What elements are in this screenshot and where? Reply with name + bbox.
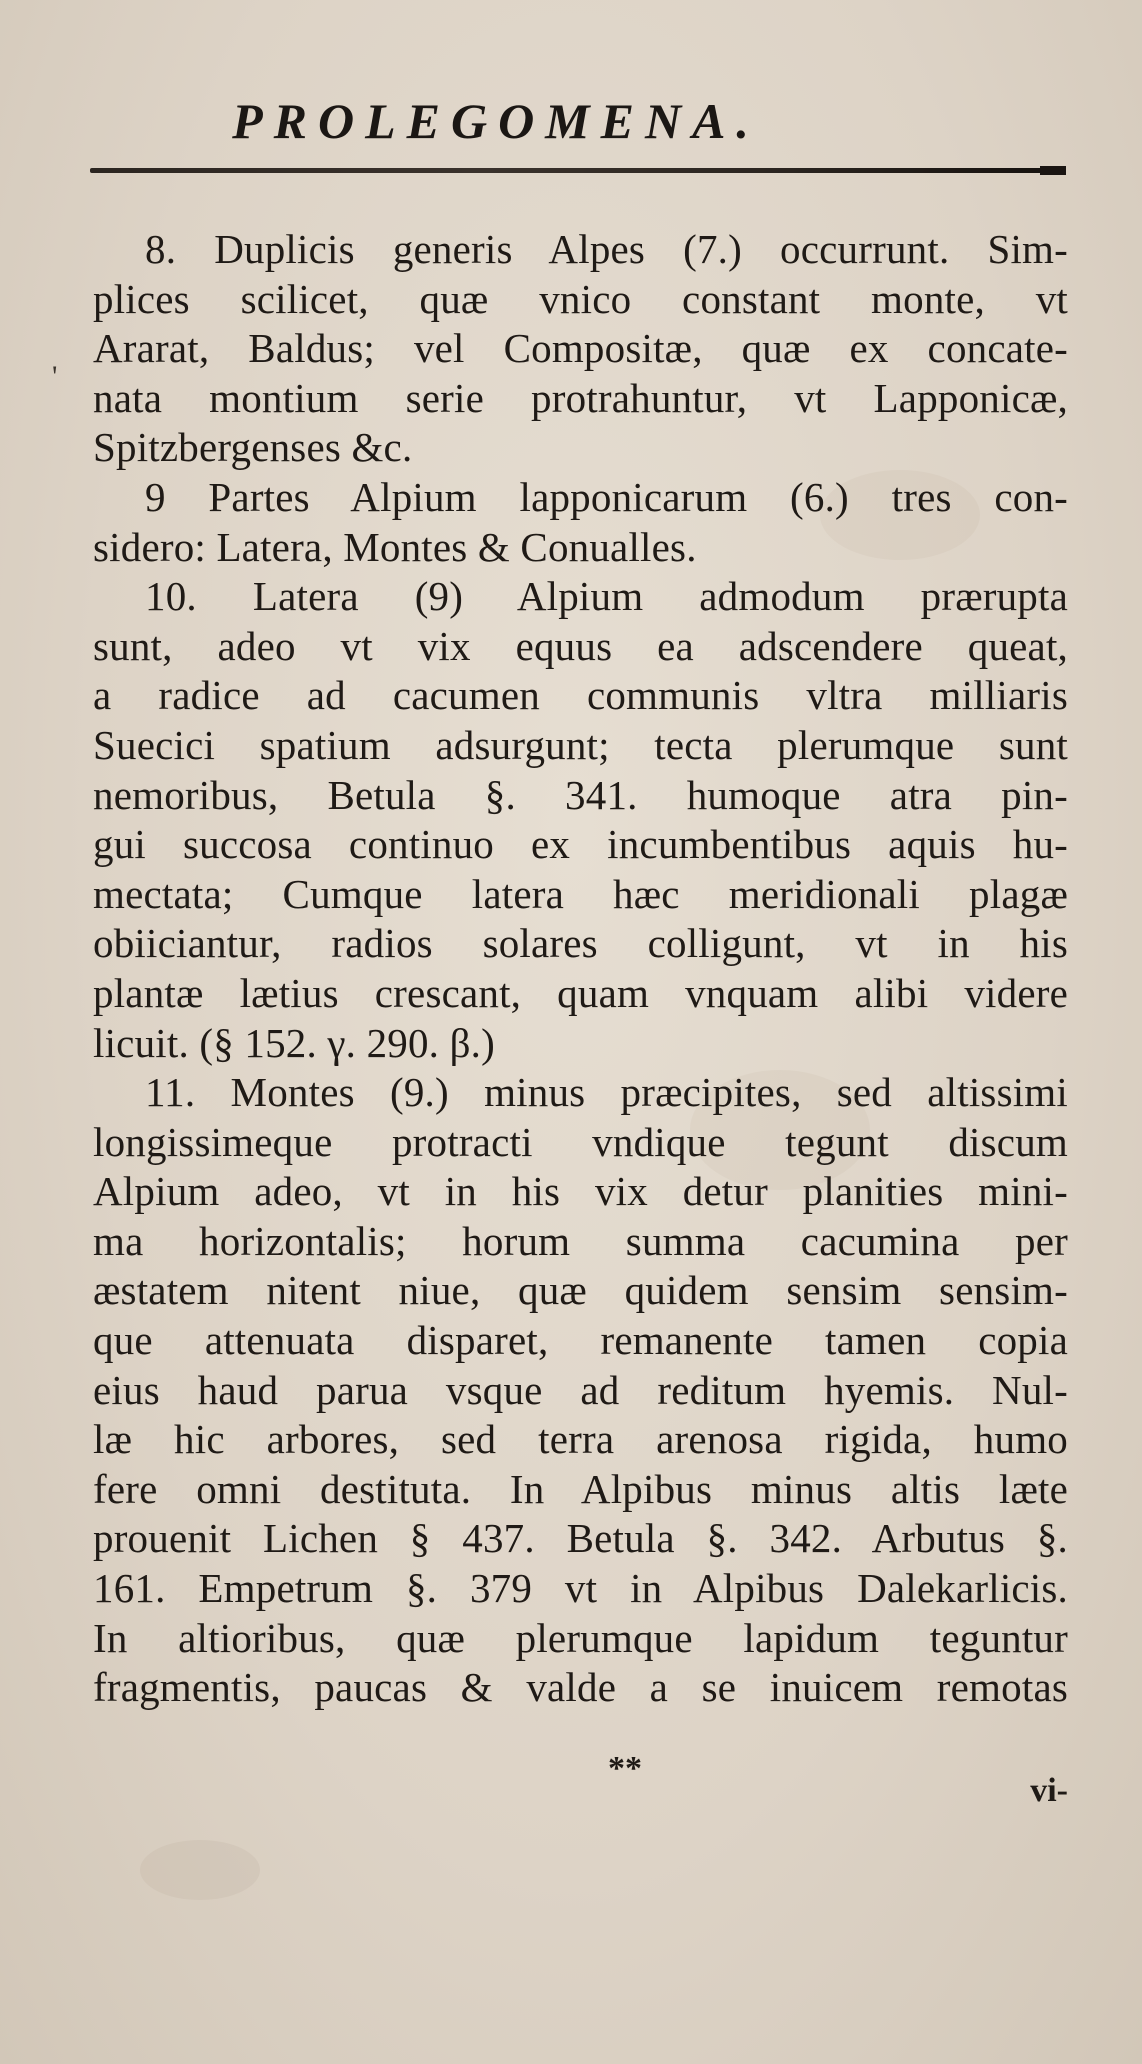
text-line: mectata; Cumque latera hæc meridionali plagæ [93, 870, 1068, 917]
text-line: a radice ad cacumen communis vltra milliaris [93, 672, 1068, 719]
text-line: Ararat, Baldus; vel Compositæ, quæ ex concate- [93, 325, 1068, 372]
text-line: longissimeque protracti vndique tegunt discum [93, 1118, 1068, 1165]
text-line: fere omni destituta. In Alpibus minus altis læte [93, 1465, 1068, 1512]
text-line: nemoribus, Betula §. 341. humoque atra pin- [93, 771, 1068, 818]
text-line: Alpium adeo, vt in his vix detur planities mini- [93, 1168, 1068, 1215]
catchword: vi- [1030, 1772, 1068, 1809]
text-line: 11. Montes (9.) minus præcipites, sed altissimi [145, 1069, 1068, 1116]
text-line: 161. Empetrum §. 379 vt in Alpibus Dalekarlicis. [93, 1565, 1068, 1612]
text-line: plices scilicet, quæ vnico constant monte, vt [93, 275, 1068, 322]
margin-mark: ' [52, 360, 58, 393]
paper-stain [140, 1840, 260, 1900]
text-line: gui succosa continuo ex incumbentibus aquis hu- [93, 821, 1068, 868]
header-rule [90, 168, 1065, 173]
text-line: læ hic arbores, sed terra arenosa rigida, humo [93, 1416, 1068, 1463]
text-line: ma horizontalis; horum summa cacumina per [93, 1217, 1068, 1264]
text-line: eius haud parua vsque ad reditum hyemis. Nul- [93, 1366, 1068, 1413]
page-header [0, 92, 1142, 150]
header-rule-end [1040, 166, 1066, 175]
body-text [93, 225, 1068, 1713]
page-footer [93, 1750, 1068, 1809]
text-line: plantæ lætius crescant, quam vnquam alibi videre [93, 969, 1068, 1016]
running-head: PROLEGOMENA. [232, 93, 760, 149]
text-line: sunt, adeo vt vix equus ea adscendere queat, [93, 622, 1068, 669]
text-line: nata montium serie protrahuntur, vt Lapponicæ, [93, 374, 1068, 421]
text-line: Spitzbergenses &c. [93, 424, 413, 471]
text-line: 9 Partes Alpium lapponicarum (6.) tres con- [145, 473, 1068, 520]
text-line: Suecici spatium adsurgunt; tecta plerumque sunt [93, 721, 1068, 768]
text-line: 8. Duplicis generis Alpes (7.) occurrunt. Sim- [145, 226, 1068, 272]
text-line: obiiciantur, radios solares colligunt, vt in his [93, 920, 1068, 967]
signature-mark: ** [608, 1750, 642, 1787]
text-line: In altioribus, quæ plerumque lapidum teguntur [93, 1614, 1068, 1661]
text-line: fragmentis, paucas & valde a se inuicem remotas [93, 1664, 1068, 1711]
text-line: æstatem nitent niue, quæ quidem sensim sensim- [93, 1267, 1068, 1314]
text-line: sidero: Latera, Montes & Conualles. [93, 523, 697, 570]
text-line: prouenit Lichen § 437. Betula §. 342. Arbutus §. [93, 1515, 1068, 1562]
text-line: 10. Latera (9) Alpium admodum prærupta [145, 573, 1068, 620]
text-line: licuit. (§ 152. γ. 290. β.) [93, 1019, 495, 1066]
text-line: que attenuata disparet, remanente tamen copia [93, 1317, 1068, 1364]
